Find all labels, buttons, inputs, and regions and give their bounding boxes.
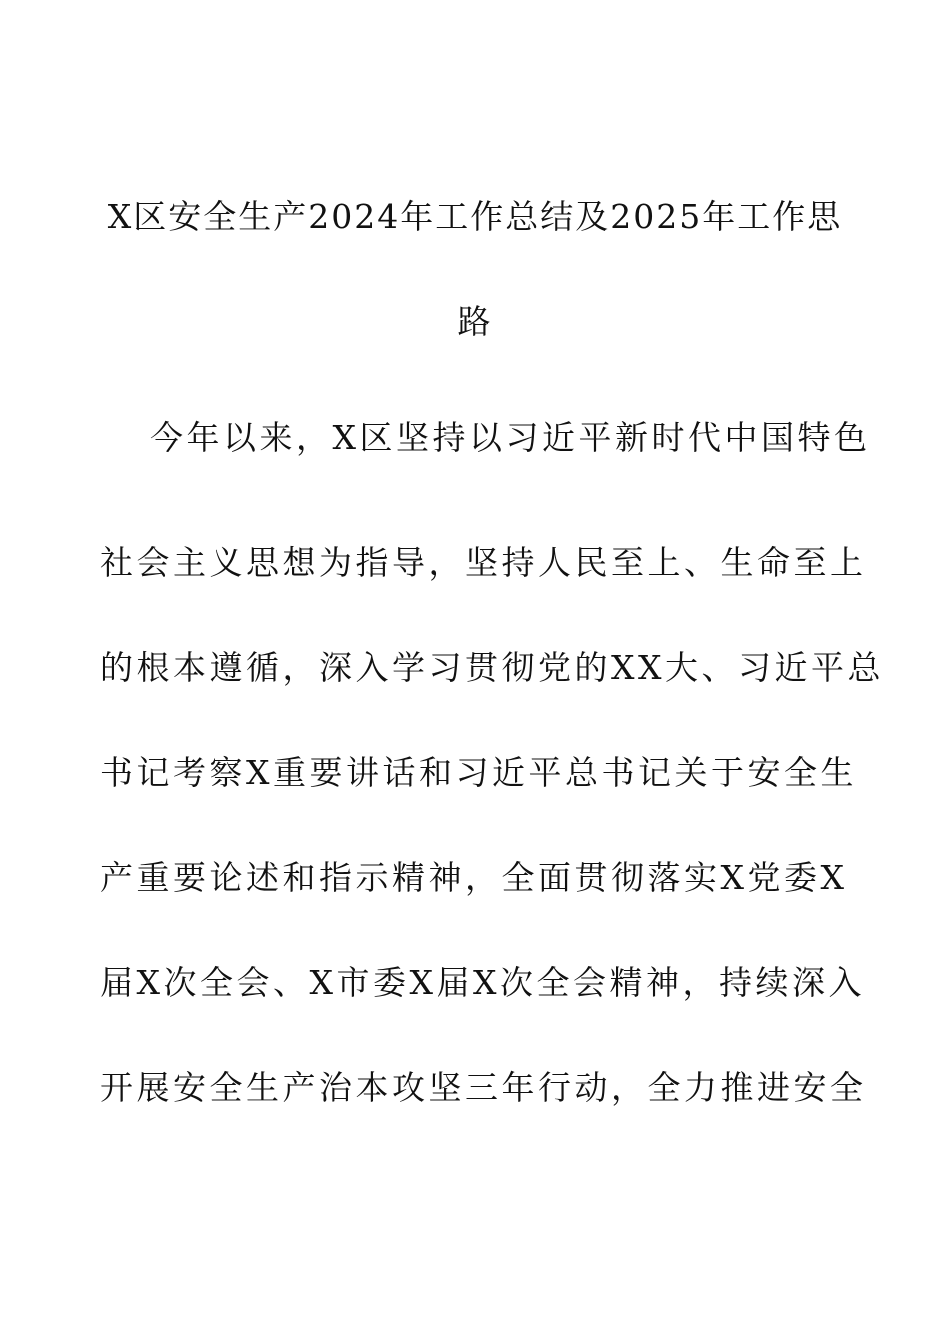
body-paragraph-line-3: 的根本遵循，深入学习贯彻党的XX大、习近平总 — [100, 648, 884, 687]
document-title-line-2: 路 — [457, 302, 493, 341]
body-paragraph-line-4: 书记考察X重要讲话和习近平总书记关于安全生 — [100, 753, 857, 792]
body-paragraph-line-6: 届X次全会、X市委X届X次全会精神，持续深入 — [100, 963, 865, 1002]
body-paragraph-line-7: 开展安全生产治本攻坚三年行动，全力推进安全 — [100, 1068, 867, 1107]
document-title-line-1: X区安全生产2024年工作总结及2025年工作思 — [107, 197, 843, 236]
body-paragraph-line-2: 社会主义思想为指导，坚持人民至上、生命至上 — [100, 543, 867, 582]
body-paragraph-line-5: 产重要论述和指示精神，全面贯彻落实X党委X — [100, 858, 848, 897]
body-paragraph-line-1: 今年以来，X区坚持以习近平新时代中国特色 — [150, 418, 871, 457]
